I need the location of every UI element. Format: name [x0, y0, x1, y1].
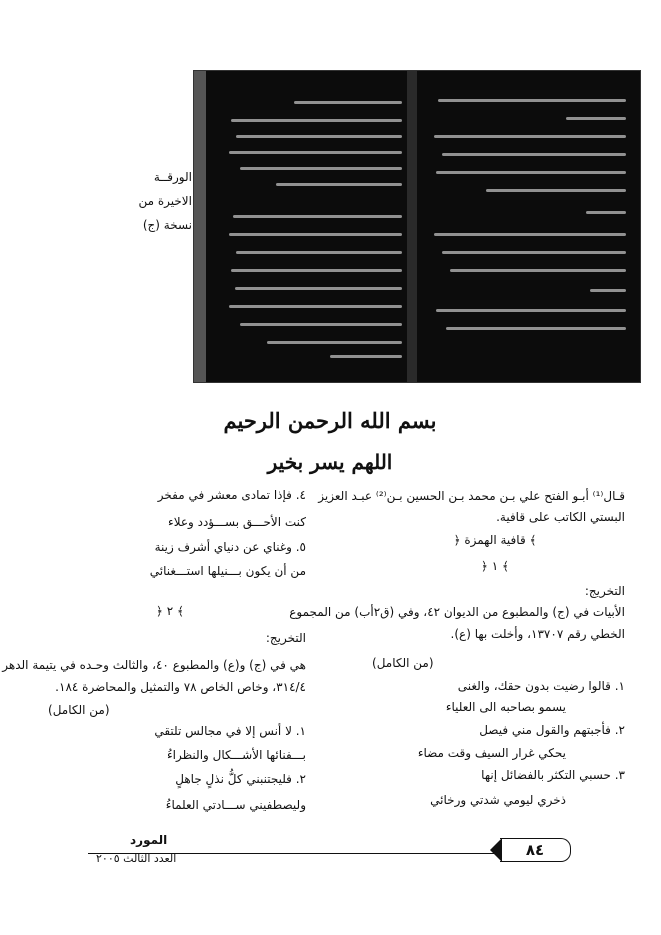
page-number: ٨٤ [500, 838, 571, 862]
takhrij-text: ٣١٤/٤، وخاص الخاص ٧٨ والتمثيل والمحاضرة ١٨٤. [55, 680, 306, 694]
takhrij-text: الخطي رقم ١٣٧٠٧، وأخلت بها (ع). [450, 627, 625, 641]
manuscript-gutter [407, 71, 417, 382]
intro-line: قـال⁽¹⁾ أبـو الفتح علي بـن محمد بـن الحسين بـن⁽²⁾ عبـد العزيز [318, 489, 625, 503]
poem-number: ﴿ ١ ﴾ [480, 559, 510, 573]
verse-hemistich: يحكي غرار السيف وقت مضاء [417, 746, 566, 760]
manuscript-right-page [426, 93, 626, 362]
takhrij-text: هي في (ج) و(ع) والمطبوع ٤٠، والثالث وحـده في يتيمة الدهر [2, 658, 306, 672]
poem-number: ﴿ ٢ ﴾ [155, 604, 185, 618]
invocation-heading: اللهم يسر بخير [267, 450, 393, 474]
journal-issue: العدد الثالث ٢٠٠٥ [96, 852, 177, 865]
intro-line: البستي الكاتب على قافية. [496, 510, 625, 524]
verse-hemistich: ٤. فإذا تمادى معشر في مفخر [157, 488, 306, 502]
verse-hemistich: ٣. حسبي التكثر بالفضائل إنها [481, 768, 625, 782]
rhyme-section-title: ﴿ قافية الهمزة ﴾ [453, 533, 537, 547]
manuscript-image [193, 70, 641, 383]
takhrij-label: التخريج: [584, 584, 625, 598]
meter-label: (من الكامل) [48, 703, 110, 717]
takhrij-text: الأبيات في (ج) والمطبوع من الديوان ٤٢، وفي (ق٢أب) من المجموع [289, 605, 625, 619]
basmala-heading: بسم الله الرحمن الرحيم [223, 408, 437, 433]
takhrij-label: التخريج: [265, 631, 306, 645]
manuscript-left-page [222, 93, 402, 362]
verse-hemistich: ٢. فليجتنبني كلُّ نذلٍ جاهلٍ [175, 772, 306, 786]
manuscript-edge-strip [194, 71, 206, 382]
verse-hemistich: كنت الأحـــق بســـؤدد وعلاء [168, 515, 306, 529]
verse-hemistich: ١. قالوا رضيت بدون حقك، والغنى [457, 679, 625, 693]
meter-label: (من الكامل) [372, 656, 434, 670]
verse-hemistich: من أن يكون بـــنيلها استـــغنائي [149, 564, 306, 578]
verse-hemistich: ذخري ليومي شدتي ورخائي [430, 793, 566, 807]
verse-hemistich: ٢. فأجبتهم والقول مني فيصل [479, 723, 625, 737]
verse-hemistich: وليصطفيني ســـادتي العلماءُ [165, 798, 306, 812]
verse-hemistich: بـــفنائها الأشـــكال والنظراءُ [166, 748, 306, 762]
verse-hemistich: يسمو بصاحبه الى العلياء [445, 700, 566, 714]
journal-name: المورد [130, 833, 168, 847]
verse-hemistich: ١. لا أنس إلا في مجالس تلتقي [154, 724, 306, 738]
caption-line: الورقــة الاخيرة من [138, 170, 192, 208]
manuscript-caption [118, 165, 192, 237]
verse-hemistich: ٥. وغناي عن دنياي أشرف زينة [154, 540, 306, 554]
caption-line: نسخة (ج) [142, 218, 192, 232]
